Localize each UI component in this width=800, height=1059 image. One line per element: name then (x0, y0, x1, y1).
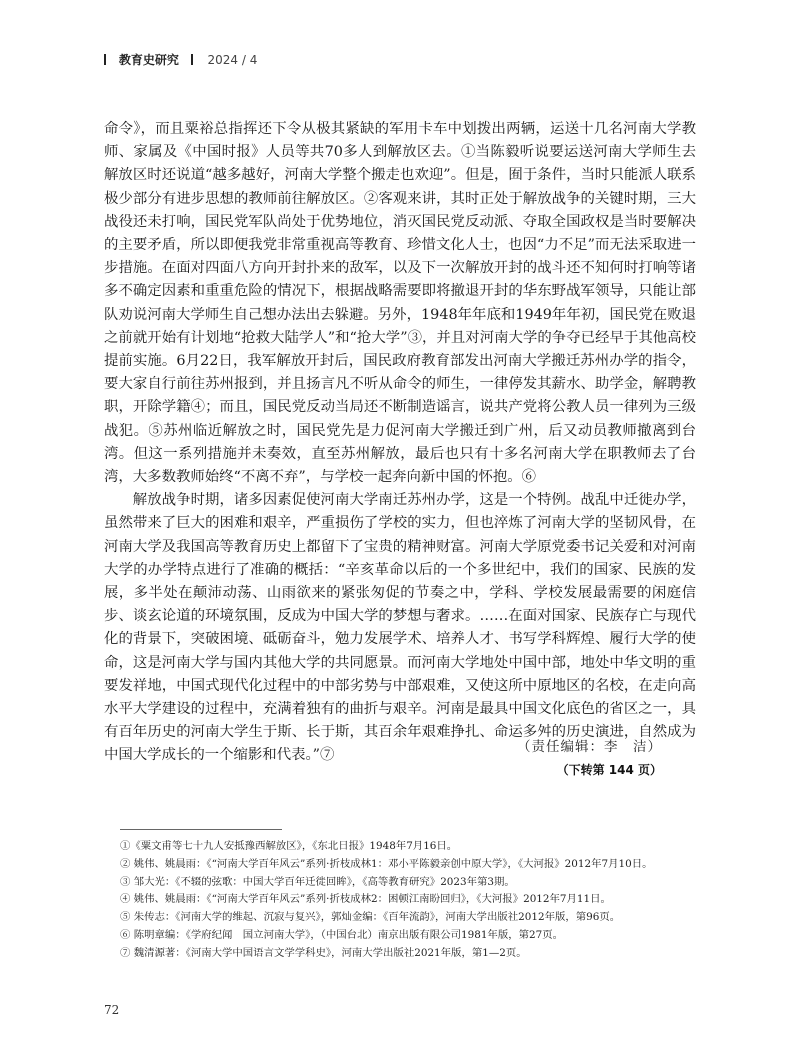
body-paragraph-2: 解放战争时期，诸多因素促使河南大学南迁苏州办学，这是一个特例。战乱中迁徙办学，虽然带来了巨大的困难和艰辛，严重损伤了学校的实力，但也淬炼了河南大学的坚韧风骨，在河南大学及我国高等教育历史上都留下了宝贵的精神财富。河南大学原党委书记关爱和对河南大学的办学特点进行了准确的概括：“辛亥革命以后的一个多世纪中，我们的国家、民族的发展，多半处在颠沛动荡、山雨欲来的紧张匆促的节奏之中，学科、学校发展最需要的闲庭信步、谈玄论道的环境氛围，反成为中国大学的梦想与奢求。……在面对国家、民族存亡与现代化的背景下，突破困境、砥砺奋斗，勉力发展学术、培养人才、书写学科辉煌、履行大学的使命，这是河南大学与国内其他大学的共同愿景。而河南大学地处中国中部，地处中华文明的重要发祥地，中国式现代化过程中的中部劣势与中部艰难，又使这所中原地区的名校，在走向高水平大学建设的过程中，充满着独有的曲折与艰辛。河南是最具中国文化底色的省区之一，具有百年历史的河南大学生于斯、长于斯，其百余年艰难挣扎、命运多舛的历史演进，自然成为中国大学成长的一个缩影和代表。”⑦ (104, 492, 696, 764)
footnotes-list (120, 838, 700, 963)
footnote-4: ④ 姚伟、姚晨雨：《“河南大学百年风云”系列·折枝成林2：困顿江南盼回归》，《大河报》2012年7月11日。 (120, 893, 611, 906)
header-bar-left (104, 54, 106, 65)
running-header (104, 51, 257, 69)
continued-note: （下转第 144 页） (556, 763, 662, 777)
footnote-1: ①《粟文甫等七十九人安抵豫西解放区》，《东北日报》1948年7月16日。 (120, 840, 458, 852)
footnote-7: ⑦ 魏清源著：《河南大学中国语言文学学科史》，河南大学出版社2021年版，第1—2页。 (120, 946, 527, 959)
article-body (104, 118, 696, 768)
header-bar-right (191, 54, 193, 65)
journal-title: 教育史研究 (118, 53, 179, 67)
issue-number: 2024 / 4 (207, 53, 258, 67)
responsible-editor: （责任编辑：李 洁） (517, 739, 662, 755)
footnote-5: ⑤ 朱传志：《河南大学的维起、沉寂与复兴》，郭灿金编：《百年流韵》，河南大学出版社2012年版，第96页。 (120, 911, 621, 924)
page-number: 72 (104, 1003, 120, 1017)
footnote-3: ③ 邹大光：《不辍的弦歌：中国大学百年迁徙回眸》，《高等教育研究》2023年第3期。 (120, 875, 515, 888)
footnote-divider (120, 829, 282, 830)
footnote-2: ② 姚伟、姚晨雨：《“河南大学百年风云”系列·折枝成林1：邓小平陈毅亲创中原大学》，《大河报》2012年7月10日。 (120, 857, 653, 870)
body-paragraph-1: 命令》，而且粟裕总指挥还下令从极其紧缺的军用卡车中划拨出两辆，运送十几名河南大学教师、家属及《中国时报》人员等共70多人到解放区去。①当陈毅听说要运送河南大学师生去解放区时还说道“越多越好，河南大学整个搬走也欢迎”。但是，囿于条件，当时只能派人联系极少部分有进步思想的教师前往解放区。②客观来讲，其时正处于解放战争的关键时期，三大战役还未打响，国民党军队尚处于优势地位，消灭国民党反动派、夺取全国政权是当时要解决的主要矛盾，所以即便我党非常重视高等教育、珍惜文化人士，也因“力不足”而无法采取进一步措施。在面对四面八方向开封扑来的敌军，以及下一次解放开封的战斗还不知何时打响等诸多不确定因素和重重危险的情况下，根据战略需要即将撤退开封的华东野战军领导，只能让部队劝说河南大学师生自己想办法出去躲避。另外，1948年年底和1949年年初，国民党在败退之前就开始有计划地“抢救大陆学人”和“抢大学”③，并且对河南大学的争夺已经早于其他高校提前实施。6月22日，我军解放开封后，国民政府教育部发出河南大学搬迁苏州办学的指令，要大家自行前往苏州报到，并且扬言凡不听从命令的师生，一律停发其薪水、助学金，解聘教职，开除学籍④；而且，国民党反动当局还不断制造谣言，说共产党将公教人员一律列为三级战犯。⑤苏州临近解放之时，国民党先是力促河南大学搬迁到广州，后又动员教师撤离到台湾。但这一系列措施并未奏效，直至苏州解放，最后也只有十多名河南大学在职教师去了台湾，大多数教师始终“不离不弃”，与学校一起奔向新中国的怀抱。⑥ (104, 121, 696, 486)
footnote-6: ⑥ 陈明章编：《学府纪闻 国立河南大学》，（中国台北）南京出版有限公司1981年版，第27页。 (120, 928, 563, 941)
